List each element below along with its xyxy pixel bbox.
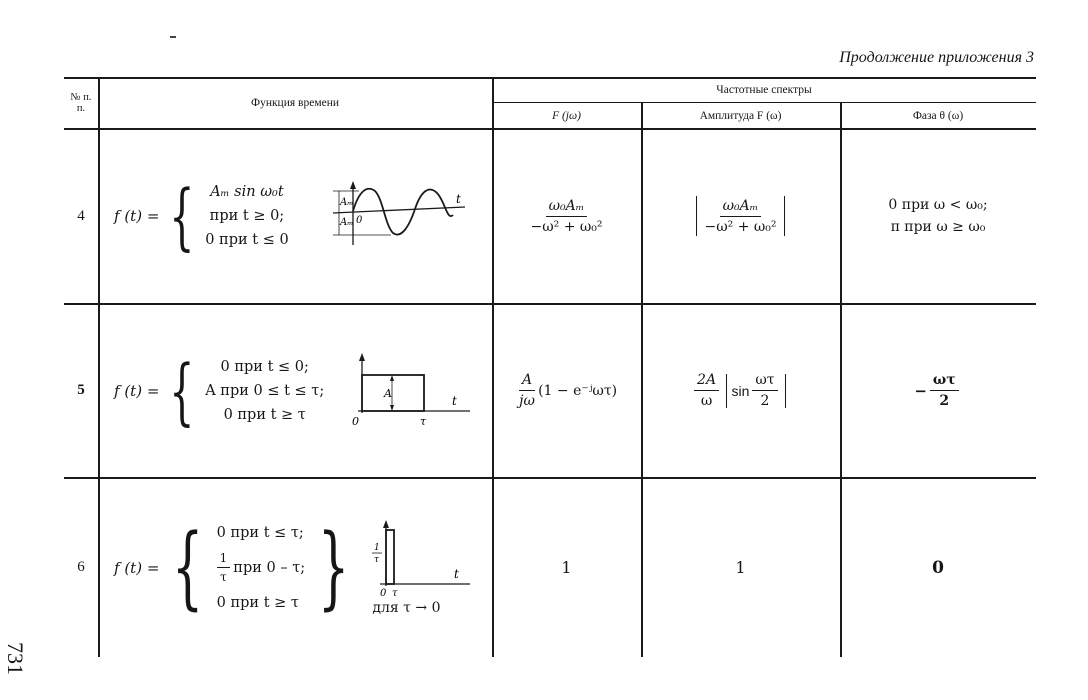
fraction-numerator: ωτ: [930, 372, 959, 391]
abs-bar: [785, 374, 786, 408]
graph-zero-label: 0: [352, 414, 360, 428]
fraction-numerator: 2A: [694, 372, 719, 391]
col-header-spectra: Частотные спектры: [716, 83, 812, 96]
graph-amp-label: Aₘ: [339, 197, 354, 208]
abs-bar: [726, 374, 727, 408]
brace: {: [169, 174, 195, 258]
sin-label: sin: [731, 382, 750, 399]
case-line: 0 при t ≤ τ;: [216, 524, 304, 541]
case-line: Aₘ sin ω₀t: [210, 184, 284, 200]
graph-tau-label: τ: [420, 414, 427, 428]
row-number: 4: [77, 207, 85, 224]
exponential-factor: (1 − e⁻ʲωτ): [538, 382, 618, 399]
abs-bar: [784, 196, 785, 236]
graph-zero-label: 0: [380, 587, 387, 599]
col-header-function: Функция времени: [250, 96, 340, 109]
phase-cell: [840, 129, 1036, 303]
fraction-denominator: 2: [760, 393, 770, 409]
graph-t-label: t: [455, 192, 461, 206]
brace: }: [318, 514, 350, 620]
fraction-numerator: 1: [217, 551, 231, 568]
sine-graph: [319, 181, 479, 251]
phase-line: 0 при ω < ω₀;: [888, 197, 988, 213]
col-header-num: № п. п.: [70, 91, 92, 114]
abs-bar: [696, 196, 697, 236]
amplitude-cell: [641, 129, 840, 303]
col-header-phase: Фаза θ (ω): [912, 109, 964, 122]
minus-sign: −: [914, 381, 927, 400]
case-line: 0 при t ≤ 0: [205, 232, 289, 248]
amplitude-cell: 1: [735, 558, 746, 577]
graph-tau-label: τ: [374, 554, 380, 565]
graph-tau-label: τ: [392, 587, 398, 599]
f-lhs: f (t) =: [114, 207, 160, 225]
spectra-table: [64, 77, 1036, 657]
case-line: 0 при t ≥ τ: [223, 406, 306, 423]
graph-zero-label: 0: [355, 215, 363, 226]
fraction-numerator: ω₀Aₘ: [546, 198, 588, 217]
case-line: A при 0 ≤ t ≤ τ;: [205, 382, 325, 399]
case-line: 0 при t ≤ 0;: [220, 358, 309, 375]
phase-cell: [840, 304, 1036, 477]
f-jw-cell: 1: [561, 558, 572, 577]
function-cell: [98, 304, 492, 477]
phase-line: π при ω ≥ ω₀: [890, 219, 986, 235]
f-jw-cell: [492, 304, 641, 477]
row-number: 5: [77, 382, 85, 398]
row-number: 6: [77, 559, 85, 575]
graph-a-label: A: [384, 386, 393, 400]
phase-cell: 0: [932, 557, 944, 578]
function-cell: [98, 478, 492, 657]
brace: {: [169, 348, 195, 433]
pulse-graph: [348, 351, 478, 431]
col-header-amplitude: Амплитуда F (ω): [699, 109, 782, 122]
col-header-f: F (jω): [552, 109, 581, 122]
limit-note: для τ → 0: [372, 599, 441, 616]
fraction-numerator: ωτ: [752, 372, 777, 391]
case-line: 0 при t ≥ τ: [216, 594, 299, 611]
fraction-denominator: jω: [519, 393, 535, 409]
fraction-denominator: −ω² + ω₀²: [704, 218, 777, 235]
case-line: при 0 – τ;: [233, 559, 306, 576]
graph-amp-label: Aₘ: [339, 217, 354, 228]
page-header: Продолжение приложения 3: [839, 49, 1034, 66]
function-cell: [98, 129, 492, 303]
fraction-denominator: τ: [220, 570, 227, 584]
page-number: 731: [3, 642, 28, 675]
graph-t-label: t: [454, 566, 460, 581]
f-lhs: f (t) =: [114, 558, 160, 577]
brace: {: [172, 514, 204, 620]
case-line: при t ≥ 0;: [209, 208, 285, 224]
graph-t-label: t: [452, 393, 458, 408]
graph-one-label: 1: [374, 542, 381, 553]
fraction-denominator: −ω² + ω₀²: [530, 218, 603, 235]
fraction-numerator: ω₀Aₘ: [720, 198, 762, 217]
impulse-graph: [366, 520, 476, 600]
f-jw-cell: [492, 129, 641, 303]
fraction-denominator: 2: [939, 393, 950, 409]
stray-mark: [170, 36, 176, 38]
fraction-numerator: A: [519, 372, 535, 391]
fraction-denominator: ω: [700, 393, 713, 409]
f-lhs: f (t) =: [114, 381, 160, 400]
amplitude-cell: [641, 304, 840, 477]
